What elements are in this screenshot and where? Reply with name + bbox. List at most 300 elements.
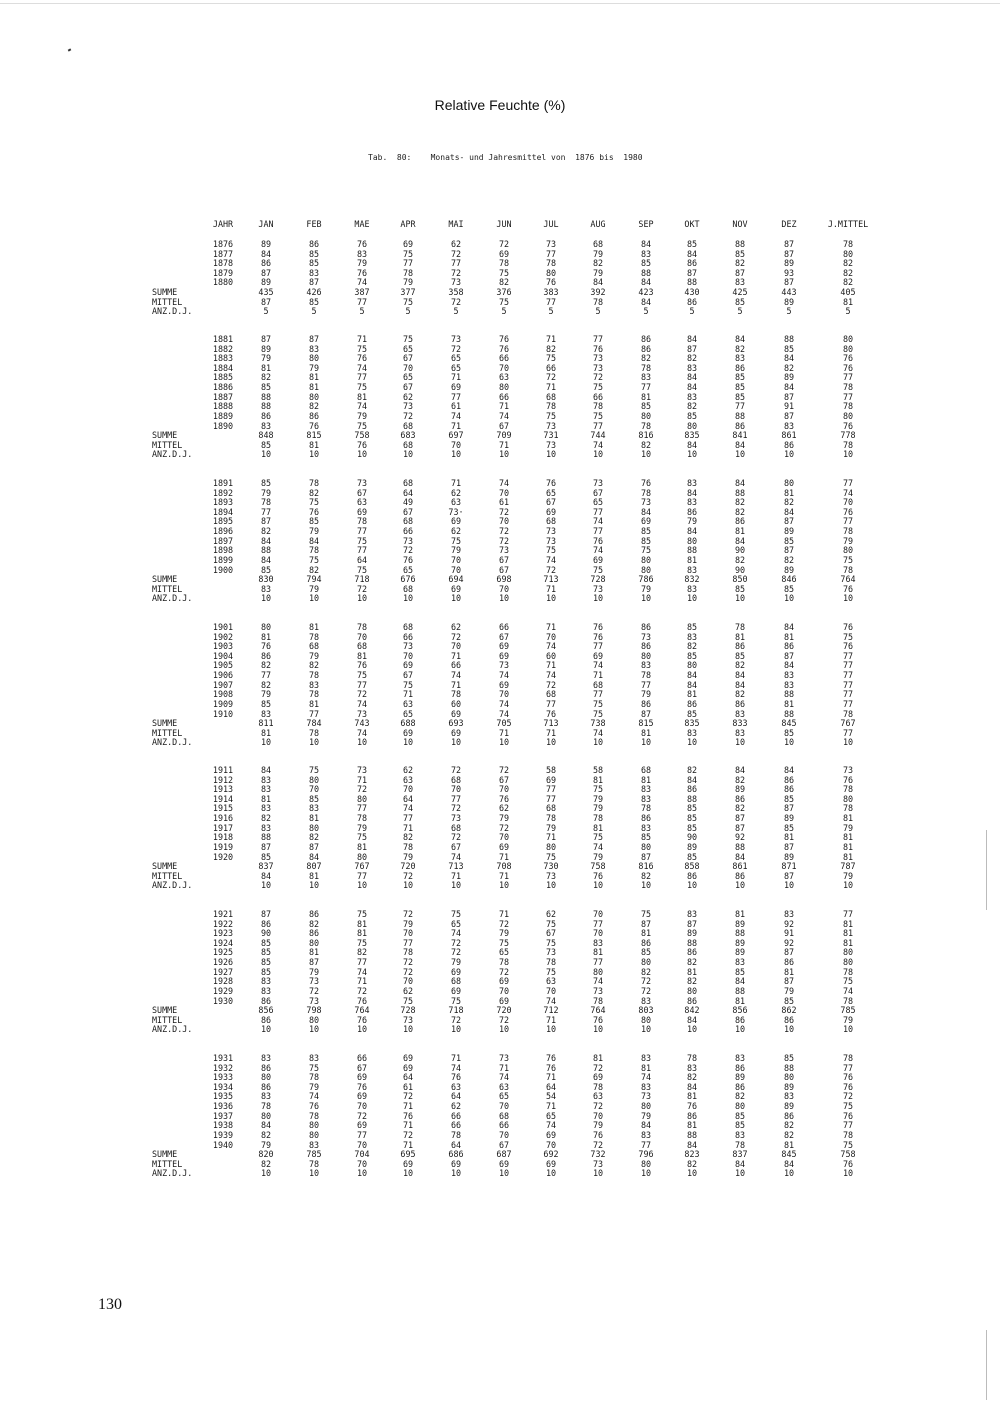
table-cell: 80 [640, 957, 652, 968]
table-cell: 81 [640, 774, 652, 785]
table-cell: 77 [842, 516, 854, 527]
table-cell: 70 [308, 784, 320, 795]
summary-cell-summe: 764 [590, 1005, 606, 1016]
table-cell: 89 [734, 784, 746, 795]
table-cell: 81 [356, 841, 368, 852]
year-cell: 1887 [212, 391, 234, 402]
table-cell: 66 [402, 526, 414, 537]
table-cell: 68 [308, 641, 320, 652]
table-cell: 75 [308, 554, 320, 565]
table-cell: 76 [842, 1110, 854, 1121]
table-cell: 65 [450, 918, 462, 929]
table-cell: 73 [356, 708, 368, 719]
table-cell: 77 [356, 679, 368, 690]
table-cell: 79 [592, 267, 604, 278]
table-cell: 84 [734, 535, 746, 546]
table-cell: 74 [498, 670, 510, 681]
table-cell: 69 [402, 1062, 414, 1073]
table-cell: 81 [640, 391, 652, 402]
table-cell: 84 [260, 1120, 272, 1131]
table-cell: 76 [842, 1081, 854, 1092]
table-cell: 88 [783, 708, 795, 719]
summary-cell-mittel: 76 [842, 583, 854, 594]
summary-cell-mittel: 77 [545, 296, 557, 307]
table-cell: 81 [842, 937, 854, 948]
table-cell: 73 [545, 239, 557, 249]
summary-cell-anz: 5 [453, 306, 459, 317]
table-cell: 72 [498, 966, 510, 977]
table-cell: 87 [783, 277, 795, 288]
table-cell: 84 [686, 334, 698, 344]
table-cell: 75 [842, 976, 854, 987]
table-cell: 78 [640, 362, 652, 373]
summary-cell-mittel: 77 [356, 296, 368, 307]
summary-cell-anz: 5 [263, 306, 269, 317]
year-cell: 1908 [212, 689, 234, 700]
table-cell: 89 [783, 564, 795, 575]
table-cell: 89 [783, 813, 795, 824]
table-cell: 64 [450, 1091, 462, 1102]
table-cell: 73 [842, 765, 854, 775]
table-cell: 81 [734, 631, 746, 642]
summary-cell-anz: 5 [595, 306, 601, 317]
table-cell: 71 [545, 660, 557, 671]
year-cell: 1909 [212, 698, 234, 709]
summary-cell-anz: 10 [734, 880, 746, 891]
table-cell: 83 [640, 248, 652, 259]
summary-cell-mittel: 85 [308, 296, 320, 307]
table-cell: 64 [402, 1072, 414, 1083]
table-cell: 69 [402, 1053, 414, 1063]
table-cell: 77 [592, 957, 604, 968]
table-cell: 71 [498, 851, 510, 862]
summary-cell-mittel: 81 [308, 439, 320, 450]
table-cell: 80 [640, 841, 652, 852]
table-cell: 85 [308, 516, 320, 527]
table-cell: 86 [308, 928, 320, 939]
year-cell: 1933 [212, 1072, 234, 1083]
table-cell: 82 [783, 497, 795, 508]
table-cell: 72 [356, 1110, 368, 1121]
table-cell: 72 [592, 372, 604, 383]
year-cell: 1900 [212, 564, 234, 575]
table-cell: 70 [450, 564, 462, 575]
table-cell: 68 [592, 679, 604, 690]
table-cell: 72 [640, 976, 652, 987]
table-cell: 75 [640, 545, 652, 556]
table-cell: 79 [783, 985, 795, 996]
table-cell: 82 [783, 362, 795, 373]
table-cell: 80 [260, 1072, 272, 1083]
summary-cell-summe: 861 [732, 861, 748, 872]
table-cell: 81 [842, 928, 854, 939]
summary-cell-summe: 823 [684, 1149, 700, 1160]
table-cell: 69 [498, 679, 510, 690]
summary-cell-mittel: 84 [783, 1158, 795, 1169]
table-cell: 70 [402, 650, 414, 661]
table-cell: 79 [260, 1139, 272, 1150]
summary-cell-anz: 10 [842, 449, 854, 460]
table-cell: 72 [498, 239, 510, 249]
table-cell: 78 [260, 1101, 272, 1112]
summary-cell-mittel: 86 [686, 870, 698, 881]
table-cell: 73 [592, 985, 604, 996]
table-cell: 83 [734, 1129, 746, 1140]
table-cell: 62 [450, 487, 462, 498]
table-cell: 77 [260, 506, 272, 517]
table-cell: 83 [640, 822, 652, 833]
table-cell: 86 [734, 1062, 746, 1073]
year-cell: 1880 [212, 277, 234, 288]
summary-cell-anz: 10 [734, 737, 746, 748]
table-cell: 62 [450, 526, 462, 537]
table-cell: 83 [308, 267, 320, 278]
summary-cell-summe: 405 [840, 287, 856, 298]
table-cell: 78 [402, 841, 414, 852]
table-cell: 79 [308, 650, 320, 661]
summary-cell-summe: 692 [543, 1149, 559, 1160]
table-cell: 77 [842, 372, 854, 383]
table-cell: 84 [734, 334, 746, 344]
table-cell: 72 [498, 526, 510, 537]
table-cell: 81 [260, 362, 272, 373]
table-cell: 88 [260, 391, 272, 402]
summary-cell-anz: 10 [308, 1168, 320, 1179]
summary-cell-summe: 816 [638, 861, 654, 872]
table-cell: 69 [450, 966, 462, 977]
table-cell: 87 [734, 822, 746, 833]
summary-cell-anz: 10 [308, 737, 320, 748]
summary-cell-anz: 10 [308, 593, 320, 604]
table-cell: 73 [592, 478, 604, 488]
table-cell: 72 [842, 1091, 854, 1102]
table-cell: 70 [450, 641, 462, 652]
table-cell: 82 [734, 774, 746, 785]
table-cell: 77 [842, 689, 854, 700]
table-cell: 81 [842, 841, 854, 852]
table-cell: 78 [842, 526, 854, 537]
summary-cell-anz: 10 [734, 1024, 746, 1035]
table-cell: 74 [450, 851, 462, 862]
summary-cell-summe: 743 [354, 718, 370, 729]
table-cell: 78 [640, 670, 652, 681]
table-cell: 86 [686, 258, 698, 269]
table-cell: 66 [498, 353, 510, 364]
table-cell: 90 [260, 928, 272, 939]
table-cell: 84 [260, 248, 272, 259]
table-cell: 69 [498, 248, 510, 259]
table-cell: 85 [686, 708, 698, 719]
table-cell: 68 [450, 976, 462, 987]
table-cell: 71 [450, 679, 462, 690]
table-cell: 85 [260, 564, 272, 575]
summary-cell-summe: 683 [400, 430, 416, 441]
table-cell: 75 [450, 535, 462, 546]
table-cell: 78 [545, 957, 557, 968]
summary-cell-mittel: 85 [783, 583, 795, 594]
table-cell: 87 [640, 851, 652, 862]
summary-cell-anz: 5 [643, 306, 649, 317]
summary-cell-mittel: 72 [450, 296, 462, 307]
table-cell: 81 [783, 698, 795, 709]
table-cell: 78 [640, 803, 652, 814]
table-cell: 83 [640, 372, 652, 383]
table-cell: 83 [783, 1091, 795, 1102]
table-cell: 81 [734, 909, 746, 919]
summary-label-summe: SUMME [152, 1149, 178, 1160]
table-cell: 73 [450, 277, 462, 288]
year-cell: 1916 [212, 813, 234, 824]
table-cell: 77 [356, 1129, 368, 1140]
table-cell: 84 [734, 478, 746, 488]
table-cell: 82 [308, 564, 320, 575]
summary-cell-anz: 10 [842, 1024, 854, 1035]
table-cell: 88 [734, 928, 746, 939]
table-cell: 69 [498, 995, 510, 1006]
table-cell: 70 [450, 784, 462, 795]
table-cell: 81 [308, 372, 320, 383]
table-cell: 76 [356, 995, 368, 1006]
table-cell: 81 [842, 918, 854, 929]
table-cell: 68 [450, 822, 462, 833]
table-cell: 85 [734, 391, 746, 402]
table-cell: 69 [592, 554, 604, 565]
summary-cell-anz: 10 [356, 737, 368, 748]
table-cell: 85 [686, 813, 698, 824]
summary-label-mittel: MITTEL [152, 296, 183, 307]
table-cell: 68 [402, 420, 414, 431]
year-cell: 1876 [212, 239, 234, 249]
table-cell: 86 [686, 698, 698, 709]
table-cell: 78 [498, 258, 510, 269]
table-cell: 72 [402, 957, 414, 968]
table-cell: 82 [545, 343, 557, 354]
year-cell: 1883 [212, 353, 234, 364]
table-cell: 84 [686, 526, 698, 537]
summary-cell-summe: 845 [781, 1149, 797, 1160]
table-cell: 75 [402, 248, 414, 259]
table-cell: 58 [545, 765, 557, 775]
table-cell: 89 [783, 1081, 795, 1092]
summary-cell-mittel: 76 [592, 870, 604, 881]
table-cell: 78 [308, 670, 320, 681]
table-cell: 67 [402, 670, 414, 681]
table-cell: 88 [260, 401, 272, 412]
summary-cell-mittel: 74 [592, 727, 604, 738]
table-cell: 87 [686, 918, 698, 929]
table-cell: 87 [783, 545, 795, 556]
table-cell: 79 [450, 545, 462, 556]
summary-cell-mittel: 73 [592, 583, 604, 594]
table-cell: 84 [640, 239, 652, 249]
table-cell: 73 [545, 526, 557, 537]
table-cell: 74 [356, 277, 368, 288]
table-cell: 77 [842, 391, 854, 402]
table-cell: 73· [448, 506, 464, 517]
summary-label-mittel: MITTEL [152, 583, 183, 594]
summary-cell-summe: 850 [732, 574, 748, 585]
table-cell: 83 [356, 248, 368, 259]
summary-cell-anz: 10 [592, 1024, 604, 1035]
table-cell: 66 [498, 622, 510, 632]
table-cell: 83 [260, 784, 272, 795]
summary-label-mittel: MITTEL [152, 870, 183, 881]
year-cell: 1905 [212, 660, 234, 671]
summary-cell-anz: 10 [783, 880, 795, 891]
table-cell: 70 [592, 928, 604, 939]
table-cell: 85 [260, 947, 272, 958]
table-cell: 73 [640, 631, 652, 642]
summary-cell-mittel: 69 [545, 1158, 557, 1169]
summary-cell-anz: 10 [498, 737, 510, 748]
table-cell: 68 [592, 239, 604, 249]
table-cell: 85 [686, 650, 698, 661]
table-cell: 67 [402, 353, 414, 364]
table-cell: 75 [592, 832, 604, 843]
table-cell: 71 [356, 334, 368, 344]
table-cell: 74 [498, 708, 510, 719]
table-cell: 80 [545, 267, 557, 278]
table-cell: 88 [686, 937, 698, 948]
table-cell: 67 [356, 487, 368, 498]
table-cell: 73 [592, 362, 604, 373]
table-cell: 82 [640, 353, 652, 364]
table-cell: 82 [783, 1120, 795, 1131]
table-cell: 87 [686, 343, 698, 354]
table-cell: 82 [734, 258, 746, 269]
table-cell: 88 [686, 545, 698, 556]
table-cell: 76 [592, 1129, 604, 1140]
summary-cell-summe: 767 [354, 861, 370, 872]
table-cell: 68 [545, 516, 557, 527]
table-cell: 70 [498, 487, 510, 498]
summary-cell-summe: 861 [781, 430, 797, 441]
summary-cell-mittel: 69 [450, 583, 462, 594]
summary-cell-anz: 10 [308, 449, 320, 460]
table-cell: 63 [545, 976, 557, 987]
table-cell: 81 [783, 487, 795, 498]
table-cell: 77 [545, 784, 557, 795]
summary-cell-anz: 5 [548, 306, 554, 317]
summary-cell-summe: 811 [258, 718, 274, 729]
year-cell: 1892 [212, 487, 234, 498]
summary-cell-mittel: 76 [356, 1014, 368, 1025]
table-cell: 72 [498, 822, 510, 833]
table-cell: 86 [783, 774, 795, 785]
summary-cell-mittel: 69 [402, 727, 414, 738]
table-cell: 62 [450, 622, 462, 632]
table-cell: 78 [842, 784, 854, 795]
table-cell: 85 [783, 535, 795, 546]
table-cell: 74 [592, 660, 604, 671]
table-cell: 85 [734, 382, 746, 393]
table-cell: 74 [545, 670, 557, 681]
year-cell: 1907 [212, 679, 234, 690]
table-cell: 74 [545, 995, 557, 1006]
table-cell: 76 [842, 774, 854, 785]
table-cell: 85 [260, 851, 272, 862]
table-cell: 74 [450, 670, 462, 681]
year-cell: 1902 [212, 631, 234, 642]
table-cell: 87 [734, 267, 746, 278]
table-cell: 80 [308, 391, 320, 402]
table-cell: 71 [402, 822, 414, 833]
table-cell: 81 [356, 650, 368, 661]
table-cell: 73 [545, 420, 557, 431]
table-cell: 82 [783, 554, 795, 565]
summary-cell-mittel: 89 [783, 296, 795, 307]
table-cell: 74 [356, 698, 368, 709]
table-cell: 87 [308, 957, 320, 968]
table-cell: 71 [450, 1053, 462, 1063]
table-cell: 67 [498, 564, 510, 575]
table-cell: 83 [260, 1053, 272, 1063]
table-cell: 81 [842, 851, 854, 862]
table-cell: 86 [734, 420, 746, 431]
summary-cell-anz: 10 [783, 737, 795, 748]
table-cell: 76 [450, 1072, 462, 1083]
table-cell: 70 [545, 631, 557, 642]
table-cell: 86 [260, 410, 272, 421]
summary-cell-anz: 10 [734, 593, 746, 604]
summary-cell-summe: 832 [684, 574, 700, 585]
summary-label-mittel: MITTEL [152, 439, 183, 450]
table-cell: 88 [734, 841, 746, 852]
table-cell: 84 [783, 765, 795, 775]
year-cell: 1888 [212, 401, 234, 412]
table-cell: 63 [450, 1081, 462, 1092]
table-cell: 82 [734, 660, 746, 671]
summary-cell-anz: 10 [545, 1024, 557, 1035]
table-cell: 78 [640, 420, 652, 431]
table-cell: 70 [356, 1139, 368, 1150]
table-cell: 64 [402, 793, 414, 804]
table-cell: 78 [498, 957, 510, 968]
year-cell: 1910 [212, 708, 234, 719]
table-cell: 70 [356, 1101, 368, 1112]
table-cell: 72 [402, 909, 414, 919]
summary-label-summe: SUMME [152, 1005, 178, 1016]
summary-cell-anz: 10 [640, 1168, 652, 1179]
summary-cell-anz: 10 [260, 880, 272, 891]
table-cell: 86 [783, 957, 795, 968]
summary-cell-mittel: 73 [592, 1158, 604, 1169]
table-cell: 82 [686, 1072, 698, 1083]
summary-cell-anz: 10 [402, 737, 414, 748]
summary-cell-mittel: 70 [356, 1158, 368, 1169]
table-cell: 77 [842, 1120, 854, 1131]
table-cell: 87 [308, 841, 320, 852]
table-cell: 70 [498, 1129, 510, 1140]
table-cell: 78 [450, 1129, 462, 1140]
summary-cell-anz: 10 [640, 737, 652, 748]
column-header: FEB [306, 219, 322, 229]
table-cell: 86 [686, 995, 698, 1006]
year-cell: 1897 [212, 535, 234, 546]
summary-cell-summe: 837 [732, 1149, 748, 1160]
table-cell: 75 [356, 535, 368, 546]
table-cell: 68 [402, 516, 414, 527]
table-cell: 88 [260, 545, 272, 556]
table-cell: 76 [356, 660, 368, 671]
year-cell: 1889 [212, 410, 234, 421]
table-cell: 76 [308, 506, 320, 517]
table-cell: 77 [356, 545, 368, 556]
table-cell: 72 [402, 545, 414, 556]
table-cell: 68 [450, 774, 462, 785]
table-cell: 88 [686, 793, 698, 804]
year-cell: 1924 [212, 937, 234, 948]
